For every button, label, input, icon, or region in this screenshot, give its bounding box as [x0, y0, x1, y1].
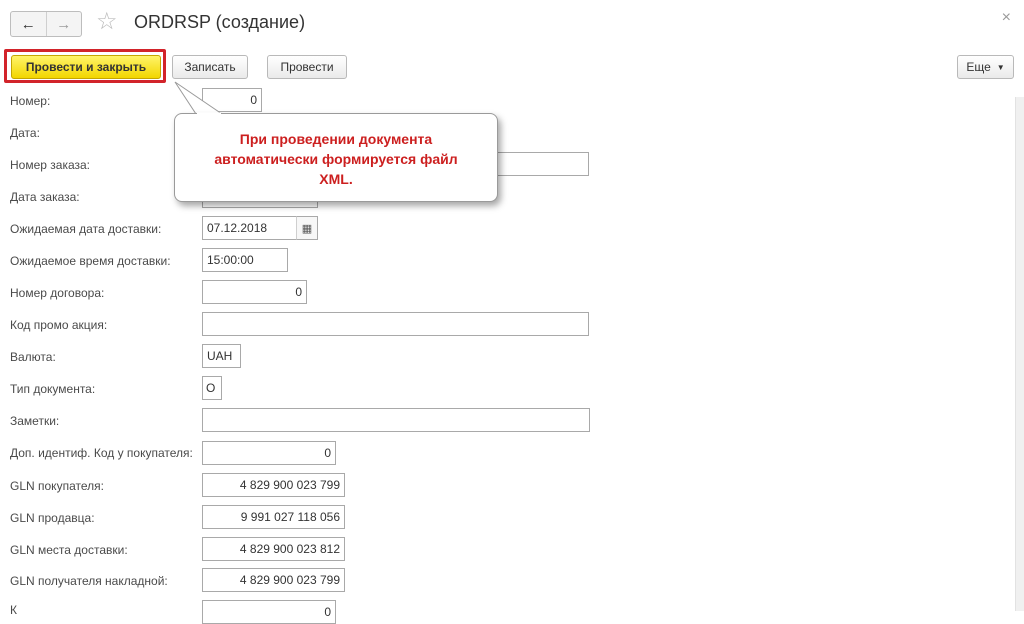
expected-delivery-date-field[interactable]: 07.12.2018 [202, 216, 297, 240]
label-buyer-extra-id: Доп. идентиф. Код у покупателя: [10, 446, 193, 460]
currency-field[interactable]: UAH [202, 344, 241, 368]
gln-invoice-recipient-field[interactable]: 4 829 900 023 799 [202, 568, 345, 592]
window-title: ORDRSP (создание) [134, 12, 306, 32]
label-gln-seller: GLN продавца: [10, 511, 95, 525]
number-field[interactable]: 0 [202, 88, 262, 112]
more-button[interactable] [957, 55, 1014, 79]
label-currency: Валюта: [10, 350, 56, 364]
scrollbar[interactable] [1015, 97, 1024, 611]
star-icon[interactable]: ☆ [96, 8, 118, 35]
partial-row-field[interactable]: 0 [202, 600, 336, 624]
label-order-number: Номер заказа: [10, 158, 91, 172]
label-gln-buyer: GLN покупателя: [10, 479, 104, 493]
gln-delivery-field[interactable]: 4 829 900 023 812 [202, 537, 345, 561]
label-order-date: Дата заказа: [10, 190, 80, 204]
gln-buyer-field[interactable]: 4 829 900 023 799 [202, 473, 345, 497]
label-gln-invoice-recipient: GLN получателя накладной: [10, 574, 168, 588]
save-button[interactable]: Записать [172, 55, 248, 79]
contract-number-field[interactable]: 0 [202, 280, 307, 304]
callout-text: При проведении документа автоматически формируется файл XML. [214, 131, 458, 187]
chevron-down-icon: ▼ [996, 62, 1005, 72]
post-and-close-button[interactable]: Провести и закрыть [11, 55, 161, 79]
expected-delivery-time-field[interactable]: 15:00:00 [202, 248, 288, 272]
label-expected-delivery-time: Ожидаемое время доставки: [10, 254, 171, 268]
close-icon[interactable]: × [1001, 9, 1011, 26]
promo-code-field[interactable] [202, 312, 589, 336]
label-notes: Заметки: [10, 414, 60, 428]
label-expected-delivery-date: Ожидаемая дата доставки: [10, 222, 162, 236]
gln-seller-field[interactable]: 9 991 027 118 056 [202, 505, 345, 529]
label-contract-number: Номер договора: [10, 286, 105, 300]
notes-field[interactable] [202, 408, 590, 432]
post-button[interactable]: Провести [267, 55, 347, 79]
back-icon[interactable]: ← [20, 15, 36, 33]
calendar-icon[interactable]: ▦ [296, 216, 318, 240]
forward-icon[interactable]: → [46, 12, 82, 36]
label-number: Номер: [10, 94, 51, 108]
buyer-extra-id-field[interactable]: 0 [202, 441, 336, 465]
callout-balloon [174, 113, 498, 202]
label-gln-delivery: GLN места доставки: [10, 543, 128, 557]
label-promo-code: Код промо акция: [10, 318, 108, 332]
label-document-type: Тип документа: [10, 382, 96, 396]
label-date: Дата: [10, 126, 40, 140]
document-type-field[interactable]: O [202, 376, 222, 400]
history-nav [10, 11, 82, 37]
more-label: Еще [966, 60, 991, 74]
label-partial-row: К [10, 603, 17, 617]
